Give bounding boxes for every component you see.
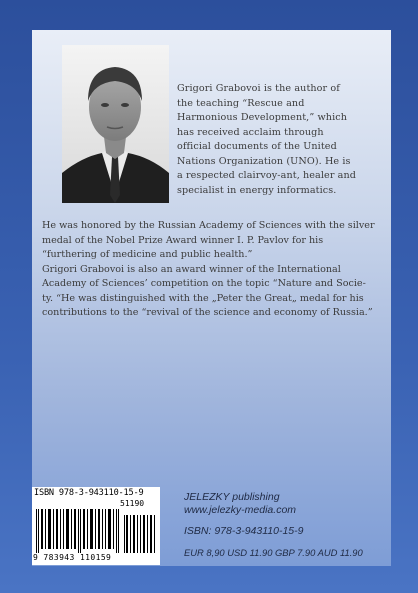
publisher-info [184,491,384,559]
price-list: EUR 8,90 USD 11.90 GBP 7.90 AUD 11.90 [184,547,363,558]
barcode-isbn-text: ISBN 978-3-943110-15-9 [34,488,144,498]
author-bio [42,219,376,321]
author-bio-intro: Grigori Grabovoi is the author of the teaching “Rescue and Harmonious Development,” which has received acclaim through official documents of the United Nations Organization (UNO). He is a respected clairvoy-ant, healer and specialist in energy informatics. [177,83,356,196]
bio-paragraph-honors: He was honored by the Russian Academy of Sciences with the silver medal of the Nobel Prize Award winner I. P. Pavlov for his “furthering of medicine and public health.” [42,220,375,260]
author-portrait [62,45,169,203]
bio-paragraph-awards: Grigori Grabovoi is also an award winner of the International Academy of Sciences’ competition on the topic “Nature and Socie-ty. “He was distinguished with the „Peter the Great„ medal for his contributions to the “revival of the science and economy of Russia.” [42,263,373,318]
isbn-barcode [32,487,160,565]
publisher-name: JELEZKY publishing [184,491,280,503]
barcode-ean-digits: 9 783943 110159 [33,553,112,562]
publisher-isbn: ISBN: 978-3-943110-15-9 [184,525,304,537]
barcode-addon-digits: 51190 [120,499,145,508]
content-panel [32,30,391,566]
author-portrait-image [62,45,169,203]
publisher-website: www.jelezky-media.com [184,504,297,516]
barcode-bars [36,509,156,553]
